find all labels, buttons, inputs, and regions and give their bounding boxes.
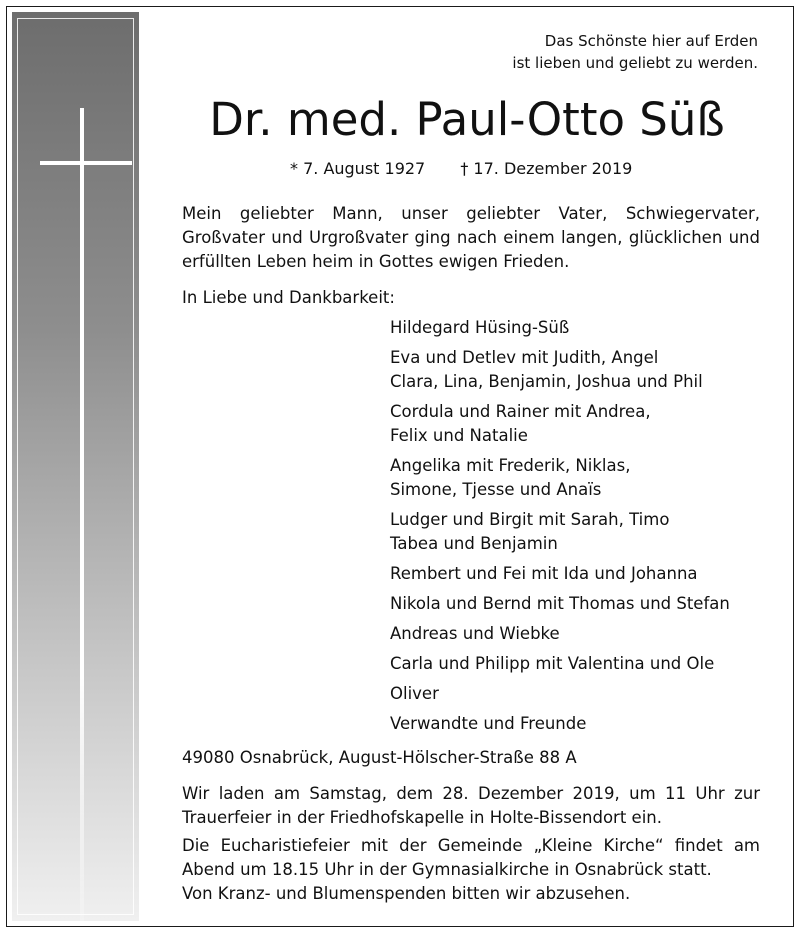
family-line: Tabea und Benjamin <box>390 534 558 553</box>
life-dates <box>290 158 632 180</box>
family-group <box>390 592 785 616</box>
eucharist-notice: Die Eucharistiefeier mit der Gemeinde „Kleine Kirche“ findet am Abend um 18.15 Uhr in der Gymnasialkirche in Osnabrück statt. <box>182 836 760 879</box>
motto-line-1: Das Schönste hier auf Erden <box>544 32 758 50</box>
family-line: Cordula und Rainer mit Andrea, <box>390 402 651 421</box>
address: 49080 Osnabrück, August-Hölscher-Straße 88 A <box>182 748 577 767</box>
lead-text: In Liebe und Dankbarkeit: <box>182 288 395 307</box>
funeral-notice: Wir laden am Samstag, dem 28. Dezember 2019, um 11 Uhr zur Trauerfeier in der Friedhofskapelle in Holte-Bissendort ein. <box>182 784 760 827</box>
death-date: † 17. Dezember 2019 <box>460 159 633 178</box>
family-group <box>390 652 785 676</box>
intro-text: Mein geliebter Mann, unser geliebter Vater, Schwiegervater, Großvater und Urgroßvater ging nach einem langen, glücklichen und erfüllten Leben heim in Gottes ewigen Frieden. <box>182 204 760 271</box>
side-panel-inner-border <box>17 18 134 915</box>
family-line: Felix und Natalie <box>390 426 528 445</box>
motto <box>512 30 758 74</box>
cross-icon-vertical-beam <box>80 108 84 922</box>
family-line: Simone, Tjesse und Anaïs <box>390 480 602 499</box>
family-group <box>390 712 785 736</box>
cross-icon-horizontal-beam <box>40 161 132 165</box>
family-line: Hildegard Hüsing-Süß <box>390 318 570 337</box>
family-line: Andreas und Wiebke <box>390 624 560 643</box>
deceased-name: Dr. med. Paul-Otto Süß <box>209 93 725 146</box>
family-line: Verwandte und Freunde <box>390 714 587 733</box>
side-panel <box>12 12 139 921</box>
family-line: Angelika mit Frederik, Niklas, <box>390 456 631 475</box>
family-list <box>390 316 785 742</box>
family-line: Nikola und Bernd mit Thomas und Stefan <box>390 594 730 613</box>
family-group <box>390 400 785 448</box>
family-group <box>390 682 785 706</box>
family-line: Oliver <box>390 684 439 703</box>
birth-date: * 7. August 1927 <box>290 159 426 178</box>
family-group <box>390 562 785 586</box>
family-line: Eva und Detlev mit Judith, Angel <box>390 348 659 367</box>
family-line: Clara, Lina, Benjamin, Joshua und Phil <box>390 372 703 391</box>
family-line: Ludger und Birgit mit Sarah, Timo <box>390 510 670 529</box>
family-group <box>390 508 785 556</box>
family-group <box>390 346 785 394</box>
family-group <box>390 622 785 646</box>
family-group <box>390 316 785 340</box>
motto-line-2: ist lieben und geliebt zu werden. <box>512 54 758 72</box>
wreaths-notice: Von Kranz- und Blumenspenden bitten wir abzusehen. <box>182 884 631 903</box>
family-group <box>390 454 785 502</box>
family-line: Carla und Philipp mit Valentina und Ole <box>390 654 715 673</box>
family-line: Rembert und Fei mit Ida und Johanna <box>390 564 698 583</box>
